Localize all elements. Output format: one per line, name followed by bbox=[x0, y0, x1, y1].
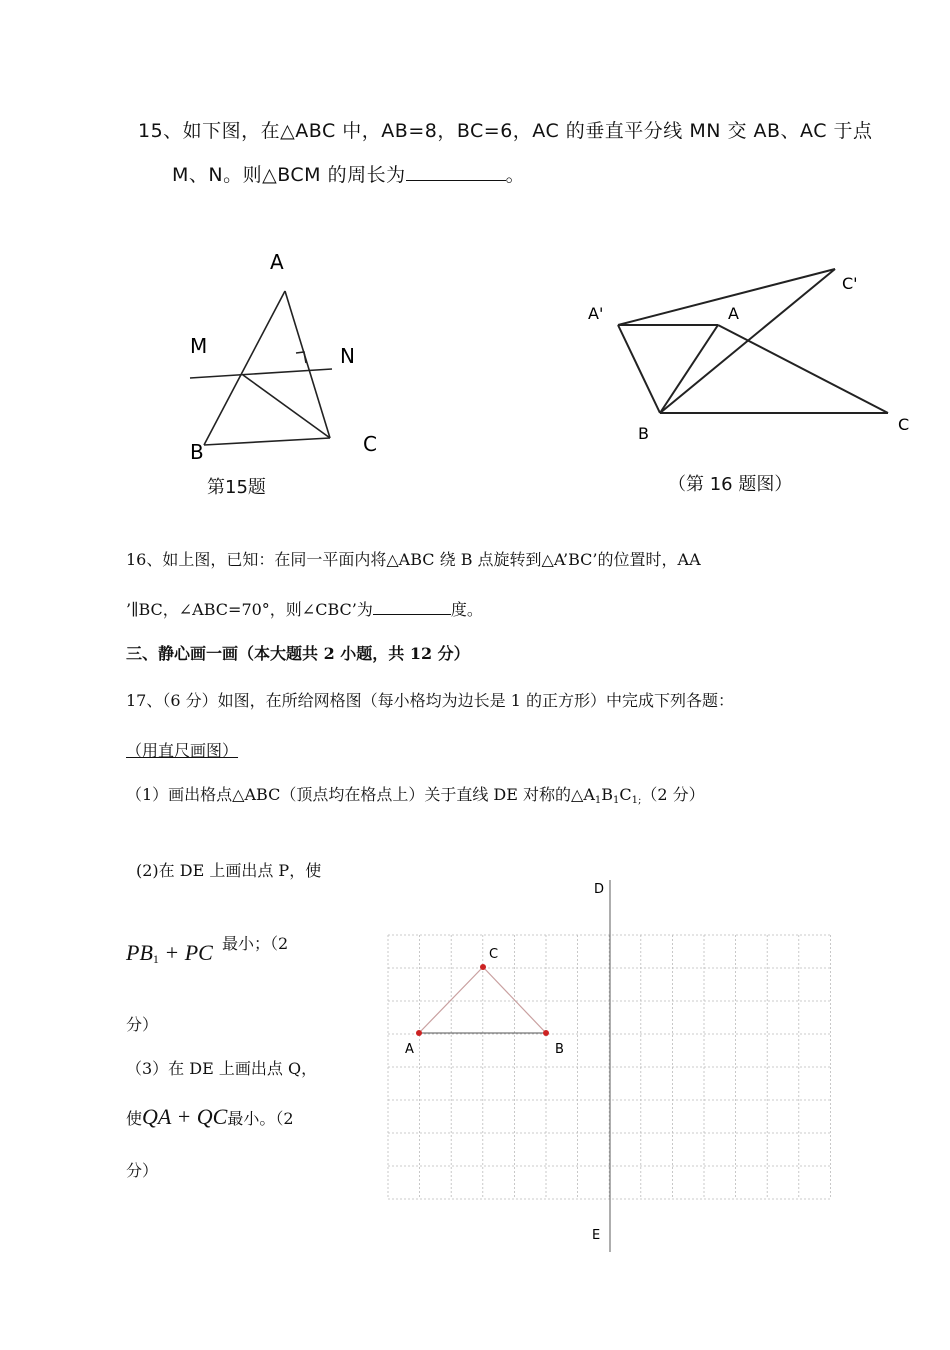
q16-line2 bbox=[126, 597, 483, 620]
q17-part1 bbox=[126, 782, 705, 806]
label-A-grid: A bbox=[405, 1042, 414, 1057]
figure-15 bbox=[180, 245, 410, 505]
q17-part2-line3: 分） bbox=[126, 1015, 159, 1034]
point-B bbox=[543, 1030, 549, 1036]
label-A-15: A bbox=[270, 250, 284, 274]
segment-AC bbox=[285, 291, 330, 438]
q16-line2-text: ’∥BC，∠ABC=70°，则∠CBC’为 bbox=[126, 600, 373, 619]
q15-line2-text: M、N。则△BCM 的周长为 bbox=[172, 164, 406, 186]
q17-part1-b: B bbox=[601, 785, 614, 804]
q15-line1: 15、如下图，在△ABC 中，AB=8，BC=6，AC 的垂直平分线 MN 交 AB、AC 于点 bbox=[138, 120, 873, 142]
label-C-15: C bbox=[363, 432, 377, 456]
math-pb-sub: 1 bbox=[152, 952, 159, 966]
q17-part1-c: C bbox=[619, 785, 632, 804]
point-C bbox=[480, 964, 486, 970]
q16-line2-end: 度。 bbox=[450, 600, 483, 619]
grid-lines bbox=[388, 935, 830, 1199]
label-Cprime-16: C' bbox=[842, 274, 858, 293]
math-qa-qc: QA + QC bbox=[142, 1104, 228, 1129]
sub-A1: 1 bbox=[594, 795, 602, 806]
label-Aprime-16: A' bbox=[588, 304, 604, 323]
q17-note: （用直尺画图） bbox=[126, 741, 239, 760]
segment-BC bbox=[204, 438, 330, 445]
label-E: E bbox=[592, 1228, 601, 1243]
point-A bbox=[416, 1030, 422, 1036]
q17-part2-tail: 最小；（2 bbox=[222, 934, 289, 953]
label-B-15: B bbox=[190, 440, 204, 464]
segment-AprimeB bbox=[618, 325, 660, 413]
q17-part3-line1: （3）在 DE 上画出点 Q， bbox=[126, 1059, 318, 1078]
segment-BA bbox=[660, 325, 718, 413]
figure-16 bbox=[580, 255, 920, 455]
grid-figure bbox=[385, 880, 835, 1260]
label-B-grid: B bbox=[555, 1042, 564, 1057]
label-A-16: A bbox=[728, 304, 739, 323]
label-M-15: M bbox=[190, 334, 208, 358]
q17-part3-line3: 分） bbox=[126, 1161, 159, 1180]
answer-blank-16 bbox=[373, 600, 451, 615]
section-3-title: 三、静心画一画（本大题共 2 小题，共 12 分） bbox=[126, 644, 470, 663]
caption-15: 第15题 bbox=[207, 477, 266, 498]
sub-C1: 1; bbox=[631, 795, 642, 806]
q17-part2-math bbox=[126, 940, 213, 967]
q17-part3-post: 最小。（2 bbox=[227, 1109, 294, 1128]
q17-part3-pre: 使 bbox=[126, 1109, 143, 1128]
q16-line1: 16、如上图，已知：在同一平面内将△ABC 绕 B 点旋转到△A’BC’的位置时，AA bbox=[126, 550, 701, 569]
q17-part2-line1: (2)在 DE 上画出点 P，使 bbox=[136, 861, 322, 880]
answer-blank-15 bbox=[406, 166, 506, 181]
right-angle-mark bbox=[296, 352, 306, 363]
label-B-16: B bbox=[638, 424, 649, 443]
label-D: D bbox=[594, 882, 605, 897]
q15-line2-end: 。 bbox=[505, 164, 526, 186]
caption-16: （第 16 题图） bbox=[668, 474, 793, 495]
q17-part3-line2 bbox=[126, 1104, 294, 1130]
label-C-grid: C bbox=[489, 947, 499, 962]
math-pb: PB bbox=[126, 940, 153, 965]
q15-line2 bbox=[172, 160, 525, 187]
sub-B1: 1 bbox=[613, 795, 620, 806]
q17-part1-text: （1）画出格点△ABC（顶点均在格点上）关于直线 DE 对称的△A bbox=[126, 785, 595, 804]
q17-intro: 17、（6 分）如图，在所给网格图（每小格均为边长是 1 的正方形）中完成下列各题： bbox=[126, 691, 734, 710]
segment-AB bbox=[204, 291, 285, 445]
label-C-16: C bbox=[898, 415, 910, 434]
label-N-15: N bbox=[340, 344, 355, 368]
segment-AC bbox=[718, 325, 888, 413]
math-pc: + PC bbox=[158, 940, 213, 965]
segment-MC bbox=[243, 375, 330, 438]
q17-part1-score: （2 分） bbox=[641, 785, 705, 804]
